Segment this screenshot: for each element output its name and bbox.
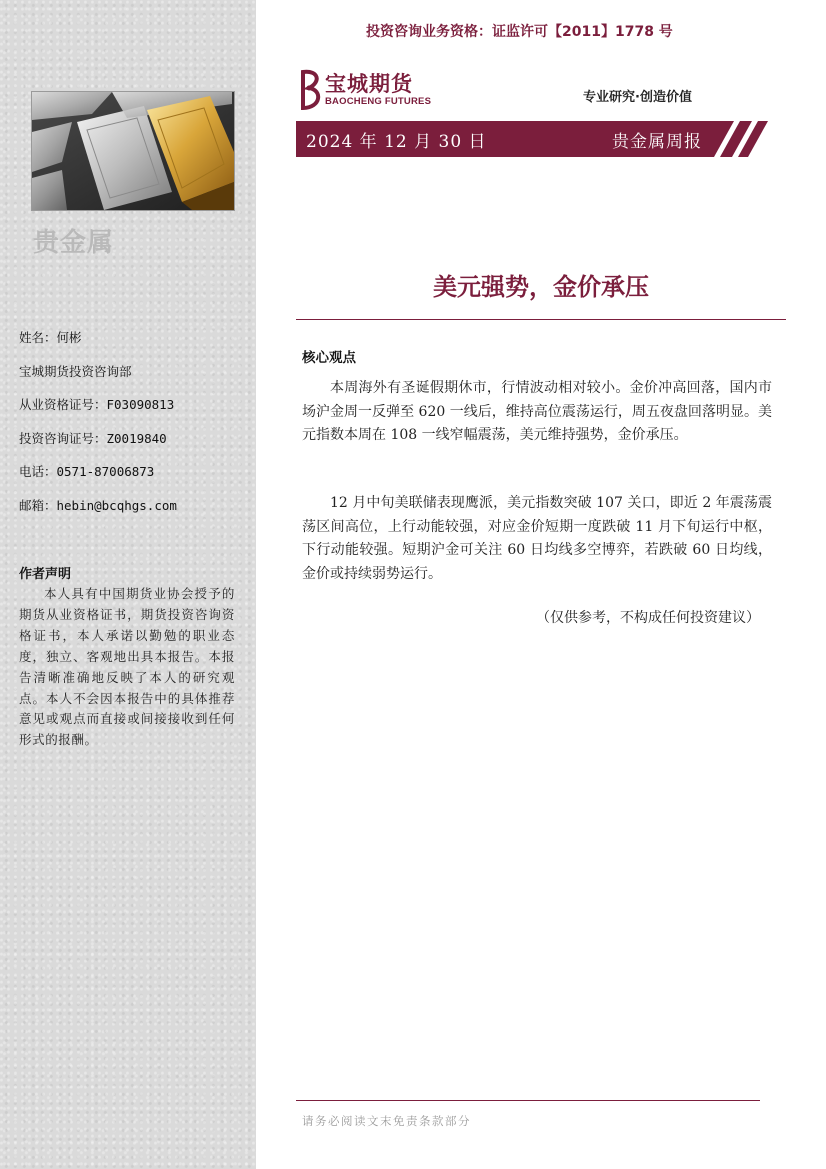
analyst-contact xyxy=(19,329,244,531)
footer-note: 请务必阅读文末免责条款部分 xyxy=(302,1114,471,1128)
analyst-email: 邮箱：hebin@bcqhgs.com xyxy=(19,497,177,513)
license-text: 投资咨询业务资格：证监许可【2011】1778 号 xyxy=(366,24,673,40)
brand-name-en: BAOCHENG FUTURES xyxy=(325,96,432,107)
analyst-phone: 电话：0571-87006873 xyxy=(19,464,155,480)
consulting-license: 投资咨询证号：Z0019840 xyxy=(19,430,167,446)
report-headline: 美元强势，金价承压 xyxy=(433,273,649,301)
report-banner xyxy=(296,121,786,157)
report-date: 2024 年 12 月 30 日 xyxy=(306,132,487,152)
sidebar xyxy=(0,0,256,1169)
practice-license: 从业资格证号：F03090813 xyxy=(19,397,175,413)
report-type: 贵金属周报 xyxy=(612,132,702,152)
paragraph-2: 12 月中旬美联储表现鹰派，美元指数突破 107 关口，即近 2 年震荡震荡区间高位，上行动能较强，对应金价短期一度跌破 11 月下旬运行中枢，下行动能较强。短期沪金可关注 60 日均线多空博弈，若跌破 60 日均线，金价或持续弱势运行。 xyxy=(302,495,772,582)
author-declaration-title: 作者声明 xyxy=(19,567,72,582)
gold-bars-image xyxy=(31,91,235,211)
investment-disclaimer: （仅供参考，不构成任何投资建议） xyxy=(536,610,760,626)
core-view-title: 核心观点 xyxy=(302,350,356,366)
headline-divider xyxy=(296,319,786,320)
logo-mark-icon xyxy=(297,68,325,112)
slogan: 专业研究·创造价值 xyxy=(583,90,692,105)
paragraph-1: 本周海外有圣诞假期休市，行情波动相对较小。金价冲高回落，国内市场沪金周一反弹至 620 一线后，维持高位震荡运行，周五夜盘回落明显。美元指数本周在 108 一线窄幅震荡，美元维持强势，金价承压。 xyxy=(302,380,772,443)
sector-label: 贵金属 xyxy=(33,228,115,258)
footer-divider xyxy=(296,1100,760,1101)
brand-name-cn: 宝城期货 xyxy=(325,71,413,96)
author-declaration-body: 本人具有中国期货业协会授予的期货从业资格证书，期货投资咨询资格证书，本人承诺以勤勉的职业态度，独立、客观地出具本报告。本报告清晰准确地反映了本人的研究观点。本人不会因本报告中的具体推荐意见或观点而直接或间接接收到任何形式的报酬。 xyxy=(19,586,235,748)
company-logo xyxy=(297,66,437,114)
analyst-department: 宝城期货投资咨询部 xyxy=(19,363,132,379)
analyst-name: 姓名：何彬 xyxy=(19,330,82,345)
